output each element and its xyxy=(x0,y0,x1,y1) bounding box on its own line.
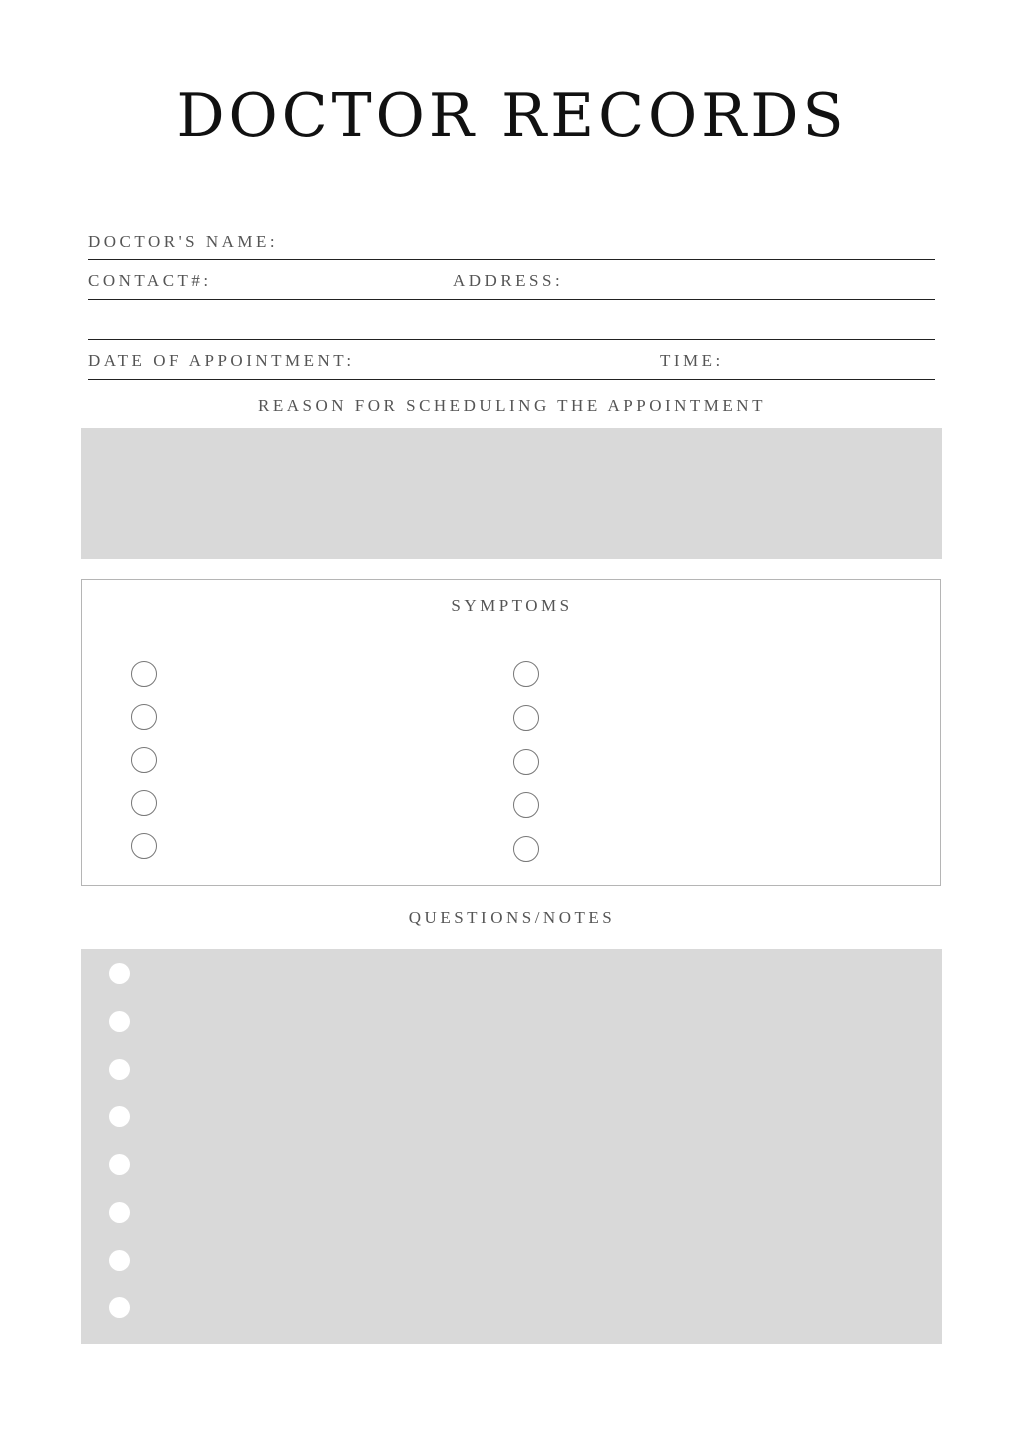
symptom-checkbox-right-5[interactable] xyxy=(513,836,539,862)
symptoms-heading: SYMPTOMS xyxy=(451,596,573,615)
contact-label: CONTACT#: xyxy=(88,271,212,290)
bullet-dot-icon xyxy=(109,963,130,984)
symptom-checkbox-right-3[interactable] xyxy=(513,749,539,775)
address-continuation-line[interactable] xyxy=(88,339,935,340)
symptom-checkbox-right-2[interactable] xyxy=(513,705,539,731)
bullet-dot-icon xyxy=(109,1202,130,1223)
date-of-appointment-label: DATE OF APPOINTMENT: xyxy=(88,351,355,370)
bullet-dot-icon xyxy=(109,1106,130,1127)
bullet-dot-icon xyxy=(109,1011,130,1032)
questions-notes-box[interactable] xyxy=(81,949,942,1344)
symptom-checkbox-left-1[interactable] xyxy=(131,661,157,687)
symptom-checkbox-right-4[interactable] xyxy=(513,792,539,818)
symptom-checkbox-right-1[interactable] xyxy=(513,661,539,687)
reason-textbox[interactable] xyxy=(81,428,942,559)
reason-heading: REASON FOR SCHEDULING THE APPOINTMENT xyxy=(258,396,766,415)
contact-address-line[interactable] xyxy=(88,299,935,300)
time-label: TIME: xyxy=(660,351,724,370)
bullet-dot-icon xyxy=(109,1297,130,1318)
doctor-name-label: DOCTOR'S NAME: xyxy=(88,232,279,251)
symptom-checkbox-left-5[interactable] xyxy=(131,833,157,859)
symptom-checkbox-left-4[interactable] xyxy=(131,790,157,816)
doctor-name-line[interactable] xyxy=(88,259,935,260)
symptom-checkbox-left-3[interactable] xyxy=(131,747,157,773)
page-title: DOCTOR RECORDS xyxy=(176,81,848,151)
address-label: ADDRESS: xyxy=(453,271,564,290)
bullet-dot-icon xyxy=(109,1059,130,1080)
symptom-checkbox-left-2[interactable] xyxy=(131,704,157,730)
symptoms-panel xyxy=(81,579,941,886)
bullet-dot-icon xyxy=(109,1154,130,1175)
questions-notes-heading: QUESTIONS/NOTES xyxy=(408,908,616,927)
date-time-line[interactable] xyxy=(88,379,935,380)
bullet-dot-icon xyxy=(109,1250,130,1271)
